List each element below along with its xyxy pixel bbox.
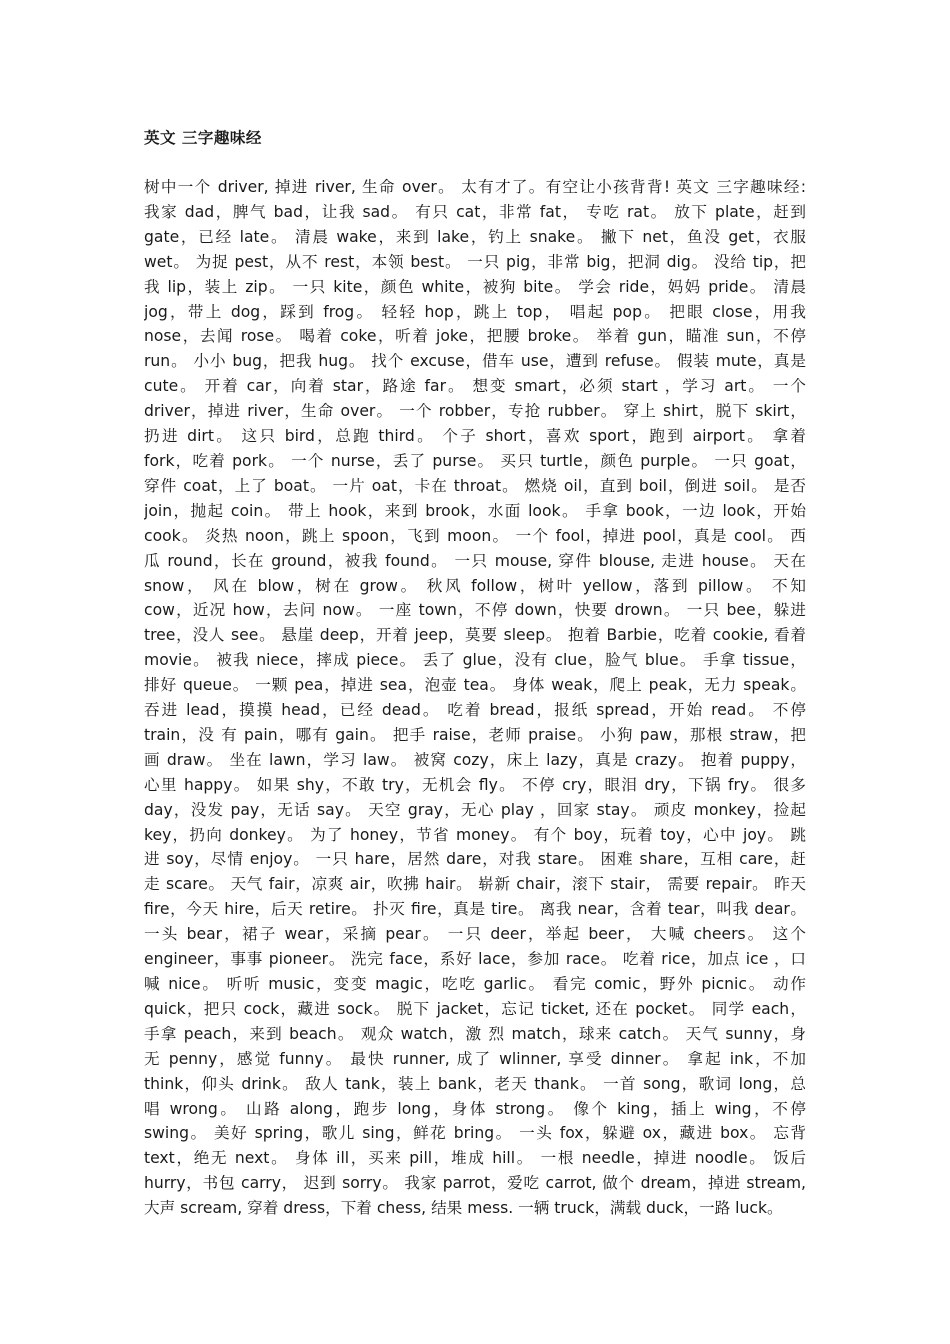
- body-text-line: think，仰头 drink。 敌人 tank，装上 bank，老天 thank。 一首 song，歌词 long，总: [144, 1074, 806, 1093]
- body-text-line: 我 lip，装上 zip。 一只 kite，颜色 white，被狗 bite。 学会 ride，妈妈 pride。 清晨: [144, 277, 806, 296]
- body-text-line: 一头 bear，裙子 wear，采摘 pear。 一只 deer，举起 beer， 大喊 cheers。 这个: [144, 925, 806, 944]
- body-text-line: train，没 有 pain，哪有 gain。 把手 raise，老师 praise。 小狗 paw，那根 straw，把: [144, 725, 806, 744]
- body-text-line: 扔进 dirt。 这只 bird，总跑 third。 个子 short，喜欢 sport，跑到 airport。 拿着: [144, 427, 806, 446]
- body-text-line: 树中一个 driver, 掉进 river, 生命 over。 太有才了。有空让小孩背背! 英文 三字趣味经:: [144, 178, 806, 196]
- body-text-line: key，扔向 donkey。 为了 honey，节省 money。 有个 boy，玩着 toy，心中 joy。 跳: [144, 825, 806, 844]
- body-text-line: join，抛起 coin。 带上 hook，来到 brook，水面 look。 手拿 book，一边 look，开始: [144, 501, 806, 520]
- body-text-line: 大声 scream, 穿着 dress，下着 chess, 结果 mess. 一辆 truck，满载 duck，一路 luck。: [144, 1199, 783, 1218]
- body-text-line: text，绝无 next。 身体 ill，买来 pill，堆成 hill。 一根 needle，掉进 noodle。 饭后: [144, 1149, 806, 1168]
- body-text-line: 喊 nice。 听听 music，变变 magic，吃吃 garlic。 看完 comic，野外 picnic。 动作: [144, 975, 806, 993]
- body-text-line: tree，没人 see。 悬崖 deep，开着 jeep，莫要 sleep。 抱着 Barbie，吃着 cookie, 看着: [144, 626, 806, 645]
- body-text-line: 排好 queue。 一颗 pea，掉进 sea，泡壶 tea。 身体 weak，爬上 peak，无力 speak。: [144, 676, 806, 695]
- body-text-line: 瓜 round，长在 ground，被我 found。 一只 mouse, 穿件 blouse, 走进 house。 天在: [144, 551, 806, 570]
- body-text-line: nose，去闻 rose。 喝着 coke，听着 joke，把腰 broke。 举着 gun，瞄准 sun，不停: [144, 327, 806, 346]
- body-text-line: hurry，书包 carry， 迟到 sorry。 我家 parrot，爱吃 carrot, 做个 dream，掉进 stream,: [144, 1174, 806, 1193]
- body-text-line: 唱 wrong。 山路 along，跑步 long，身体 strong。 像个 king，插上 wing，不停: [144, 1099, 806, 1118]
- document-body: [144, 175, 806, 1221]
- body-text-line: 吞进 lead，摸摸 head，已经 dead。 吃着 bread，报纸 spread，开始 read。 不停: [144, 701, 806, 720]
- body-text-line: fire，今天 hire，后天 retire。 扑灭 fire，真是 tire。 离我 near，含着 tear，叫我 dear。: [144, 900, 806, 919]
- body-text-line: wet。 为捉 pest，从不 rest，本领 best。 一只 pig，非常 big，把洞 dig。 没给 tip，把: [144, 252, 806, 271]
- body-text-line: 走 scare。 天气 fair，凉爽 air，吹拂 hair。 崭新 chair，滚下 stair， 需要 repair。 昨天: [144, 875, 806, 894]
- body-text-line: 无 penny，感觉 funny。 最快 runner, 成了 wlinner, 享受 dinner。 拿起 ink，不加: [144, 1049, 806, 1068]
- body-text-line: gate，已经 late。 清晨 wake，来到 lake，钓上 snake。 撇下 net，鱼没 get，衣服: [144, 227, 806, 246]
- body-text-line: 心里 happy。 如果 shy，不敢 try，无机会 fly。 不停 cry，眼泪 dry，下锅 fry。 很多: [144, 775, 806, 794]
- body-text-line: snow， 风在 blow，树在 grow。 秋风 follow，树叶 yellow，落到 pillow。 不知: [144, 576, 806, 595]
- body-text-line: 手拿 peach，来到 beach。 观众 watch，激 烈 match，球来 catch。 天气 sunny，身: [144, 1024, 806, 1043]
- body-text-line: driver，掉进 river，生命 over。 一个 robber，专抢 rubber。 穿上 shirt，脱下 skirt，: [144, 402, 806, 421]
- document-title: 英文 三字趣味经: [144, 129, 262, 147]
- body-text-line: run。 小小 bug，把我 hug。 找个 excuse，借车 use，遭到 refuse。 假装 mute，真是: [144, 352, 806, 371]
- body-text-line: engineer，事事 pioneer。 洗完 face，系好 lace，参加 race。 吃着 rice，加点 ice ，口: [144, 950, 806, 969]
- body-text-line: jog，带上 dog，踩到 frog。 轻轻 hop，跳上 top， 唱起 pop。 把眼 close，用我: [144, 302, 806, 321]
- body-text-line: day，没发 pay，无话 say。 天空 gray，无心 play ，回家 stay。 顽皮 monkey，捡起: [144, 800, 806, 819]
- body-text-line: 我家 dad，脾气 bad，让我 sad。 有只 cat，非常 fat， 专吃 rat。 放下 plate，赶到: [144, 202, 806, 221]
- body-text-line: cow，近况 how，去问 now。 一座 town，不停 down，快要 drown。 一只 bee，躲进: [144, 601, 806, 620]
- body-text-line: 进 soy，尽情 enjoy。 一只 hare，居然 dare，对我 stare。 困难 share，互相 care，赶: [144, 850, 806, 869]
- body-text-line: movie。 被我 niece，摔成 piece。 丢了 glue，没有 clue，脸气 blue。 手拿 tissue，: [144, 651, 806, 670]
- body-text-line: 穿件 coat，上了 boat。 一片 oat，卡在 throat。 燃烧 oil，直到 boil，倒进 soil。 是否: [144, 476, 806, 495]
- body-text-line: quick，把只 cock，藏进 sock。 脱下 jacket，忘记 ticket, 还在 pocket。 同学 each，: [144, 999, 806, 1018]
- body-text-line: cook。 炎热 noon，跳上 spoon，飞到 moon。 一个 fool，掉进 pool，真是 cool。 西: [144, 526, 806, 545]
- body-text-line: swing。 美好 spring，歌儿 sing，鲜花 bring。 一头 fox，躲避 ox，藏进 box。 忘背: [144, 1124, 806, 1143]
- body-text-line: cute。 开着 car，向着 star，路途 far。 想变 smart，必须 start ，学习 art。 一个: [144, 377, 806, 396]
- body-text-line: 画 draw。 坐在 lawn，学习 law。 被窝 cozy，床上 lazy，真是 crazy。 抱着 puppy，: [144, 750, 806, 769]
- body-text-line: fork，吃着 pork。 一个 nurse，丢了 purse。 买只 turtle，颜色 purple。 一只 goat，: [144, 451, 806, 470]
